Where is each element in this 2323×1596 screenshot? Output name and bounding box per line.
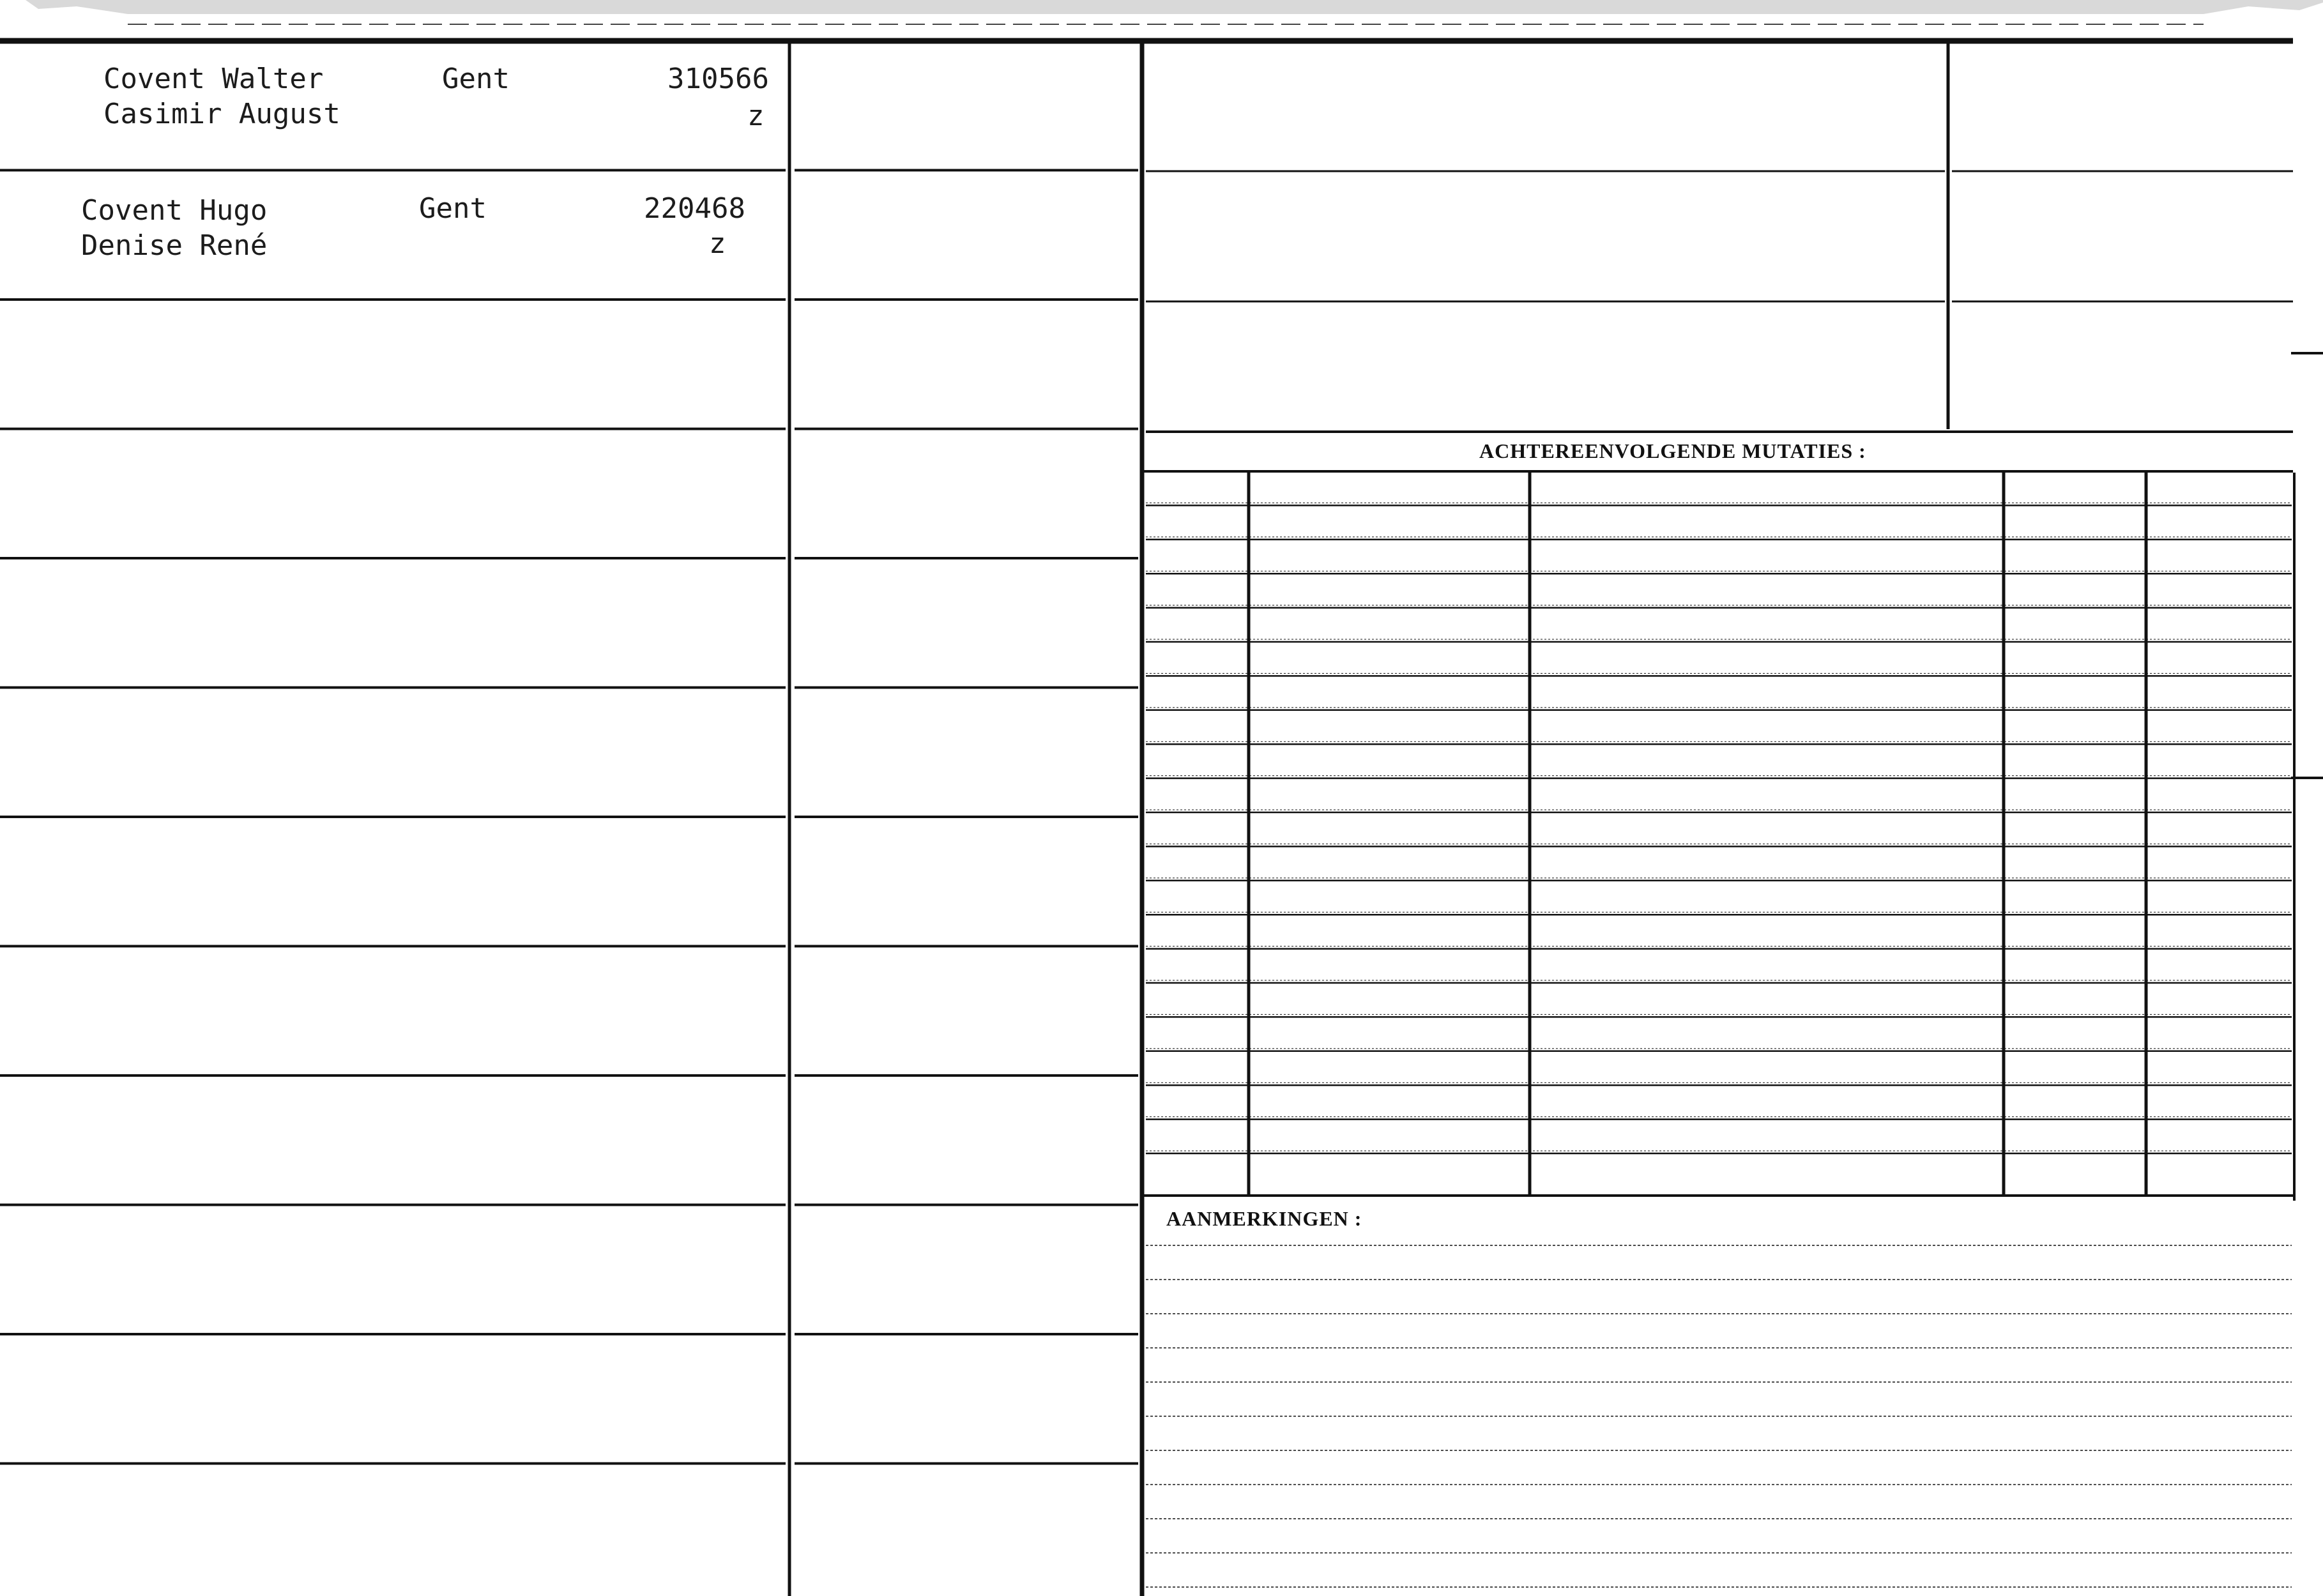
entry-2-place: Gent [419,192,487,225]
aanmerkingen-heading: AANMERKINGEN : [1166,1207,1362,1230]
entry-1-given-names: Casimir August [103,98,340,130]
row-lines [0,171,1138,1464]
entry-1-name: Covent Walter [103,63,324,95]
entry-1-place: Gent [442,63,510,95]
margin-tick [2291,777,2323,779]
entry-2-code: z [709,227,726,260]
entry-2-date: 220468 [644,192,745,225]
entry-1-code: z [747,100,765,132]
torn-top-edge [0,0,2323,14]
entry-2-given-names: Denise René [81,229,268,262]
margin-tick [2291,352,2323,354]
entry-2-name: Covent Hugo [81,194,268,227]
mutaties-heading: ACHTEREENVOLGENDE MUTATIES : [1479,439,1866,462]
mutaties-table [1143,471,2293,1196]
entry-1-date: 310566 [667,63,769,95]
upper-right-row-lines [1146,171,2293,432]
aanmerkingen-lines [1146,1245,2292,1596]
